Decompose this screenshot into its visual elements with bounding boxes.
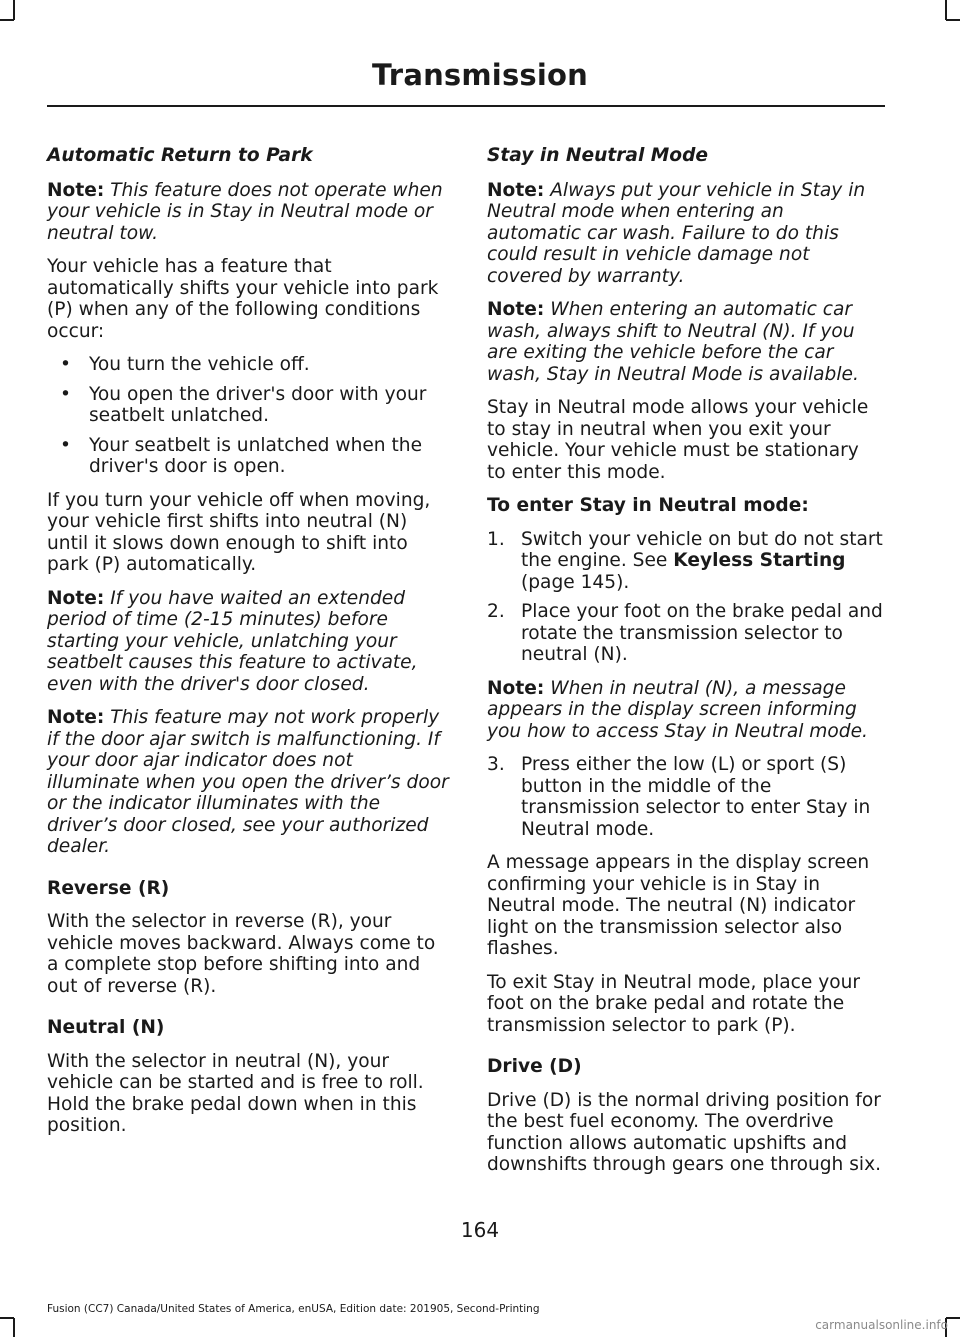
note-text: This feature may not work properly if the door ajar switch is malfunctioning. If your door ajar indicator does not illuminate when you open the driver’s door or the indicator illuminates with the driver’s door closed, see your authorized dealer. <box>47 707 449 857</box>
note-text: If you have waited an extended period of time (2-15 minutes) before starting your vehicle, unlatching your seatbelt causes this feature to activate, even with the driver's door closed. <box>47 587 418 695</box>
step-text: Press either the low (L) or sport (S) button in the middle of the transmission selector to enter Stay in Neutral mode. <box>521 754 871 840</box>
note-label: Note: <box>487 677 545 699</box>
list-item: • You turn the vehicle off. <box>47 354 449 376</box>
step-number: 1. <box>487 528 505 550</box>
stay-neutral-heading: Stay in Neutral Mode <box>487 145 708 166</box>
condition-list <box>47 354 449 478</box>
crop-mark <box>13 0 15 20</box>
page-number: 164 <box>460 1218 500 1242</box>
step-list <box>487 529 883 666</box>
left-column <box>47 145 449 1149</box>
note-label: Note: <box>487 179 545 201</box>
paragraph: Stay in Neutral mode allows your vehicle to stay in neutral when you exit your vehicle. Your vehicle must be stationary to enter this mode. <box>487 397 869 483</box>
crop-mark <box>946 1317 960 1319</box>
paragraph: To exit Stay in Neutral mode, place your foot on the brake pedal and rotate the transmission selector to park (P). <box>487 971 861 1036</box>
step-number: 2. <box>487 601 505 622</box>
paragraph: With the selector in neutral (N), your vehicle can be started and is free to roll. Hold the brake pedal down when in this position. <box>47 1050 424 1136</box>
page-title: Transmission <box>372 58 588 92</box>
neutral-heading: Neutral (N) <box>47 1017 165 1038</box>
step-text: Switch your vehicle on but do not start the engine. See <box>521 528 883 571</box>
page-reference: (page 145). <box>521 571 630 593</box>
paragraph: A message appears in the display screen confirming your vehicle is in Stay in Neutral mode. The neutral (N) indicator light on the transmission selector also flashes. <box>487 852 870 959</box>
list-item: • Your seatbelt is unlatched when the driver's door is open. <box>47 435 449 478</box>
note-label: Note: <box>47 707 105 728</box>
paragraph: If you turn your vehicle off when moving, your vehicle first shifts into neutral (N) until it slows down enough to shift into park (P) automatically. <box>47 489 431 575</box>
note-text: When in neutral (N), a message appears in the display screen informing you how to access Stay in Neutral mode. <box>487 677 868 742</box>
note-text: This feature does not operate when your vehicle is in Stay in Neutral mode or neutral tow. <box>47 179 443 244</box>
drive-heading: Drive (D) <box>487 1056 582 1077</box>
reverse-heading: Reverse (R) <box>47 877 170 899</box>
crop-mark <box>946 19 960 21</box>
step-item <box>487 754 883 840</box>
auto-return-heading: Automatic Return to Park <box>47 145 313 166</box>
note-label: Note: <box>47 179 105 201</box>
step-item <box>487 601 883 666</box>
footer-edition-info: Fusion (CC7) Canada/United States of America, enUSA, Edition date: 201905, Second-Printing <box>47 1303 540 1315</box>
step-number: 3. <box>487 754 505 775</box>
note-label: Note: <box>47 587 105 609</box>
note <box>487 299 883 385</box>
step-item <box>487 529 883 594</box>
note-text: When entering an automatic car wash, always shift to Neutral (N). If you are exiting the vehicle before the car wash, Stay in Neutral Mode is available. <box>487 299 859 385</box>
list-item: • You open the driver's door with your seatbelt unlatched. <box>47 384 449 427</box>
cross-reference-link[interactable]: Keyless Starting <box>673 550 846 571</box>
crop-mark <box>0 19 14 21</box>
note-label: Note: <box>487 299 545 320</box>
enter-mode-heading: To enter Stay in Neutral mode: <box>487 495 809 516</box>
right-column <box>487 145 883 1188</box>
crop-mark <box>945 0 947 20</box>
note-text: Always put your vehicle in Stay in Neutral mode when entering an automatic car wash. Failure to do this could result in vehicle damage not covered by warranty. <box>487 179 866 287</box>
crop-mark <box>13 1318 15 1337</box>
note <box>47 180 449 245</box>
crop-mark <box>0 1317 14 1319</box>
note <box>47 707 449 858</box>
note <box>47 588 449 696</box>
paragraph: With the selector in reverse (R), your vehicle moves backward. Always come to a complete stop before shifting into and out of reverse (R). <box>47 911 436 997</box>
header-divider <box>47 105 885 107</box>
step-text: Place your foot on the brake pedal and rotate the transmission selector to neutral (N). <box>521 601 883 665</box>
note <box>487 678 883 743</box>
note <box>487 180 883 288</box>
step-list <box>487 754 883 840</box>
paragraph: Your vehicle has a feature that automatically shifts your vehicle into park (P) when any of the following conditions occur: <box>47 256 439 342</box>
paragraph: Drive (D) is the normal driving position for the best fuel economy. The overdrive function allows automatic upshifts and downshifts through gears one through six. <box>487 1089 882 1175</box>
watermark: carmanualsonline.info <box>815 1318 948 1332</box>
